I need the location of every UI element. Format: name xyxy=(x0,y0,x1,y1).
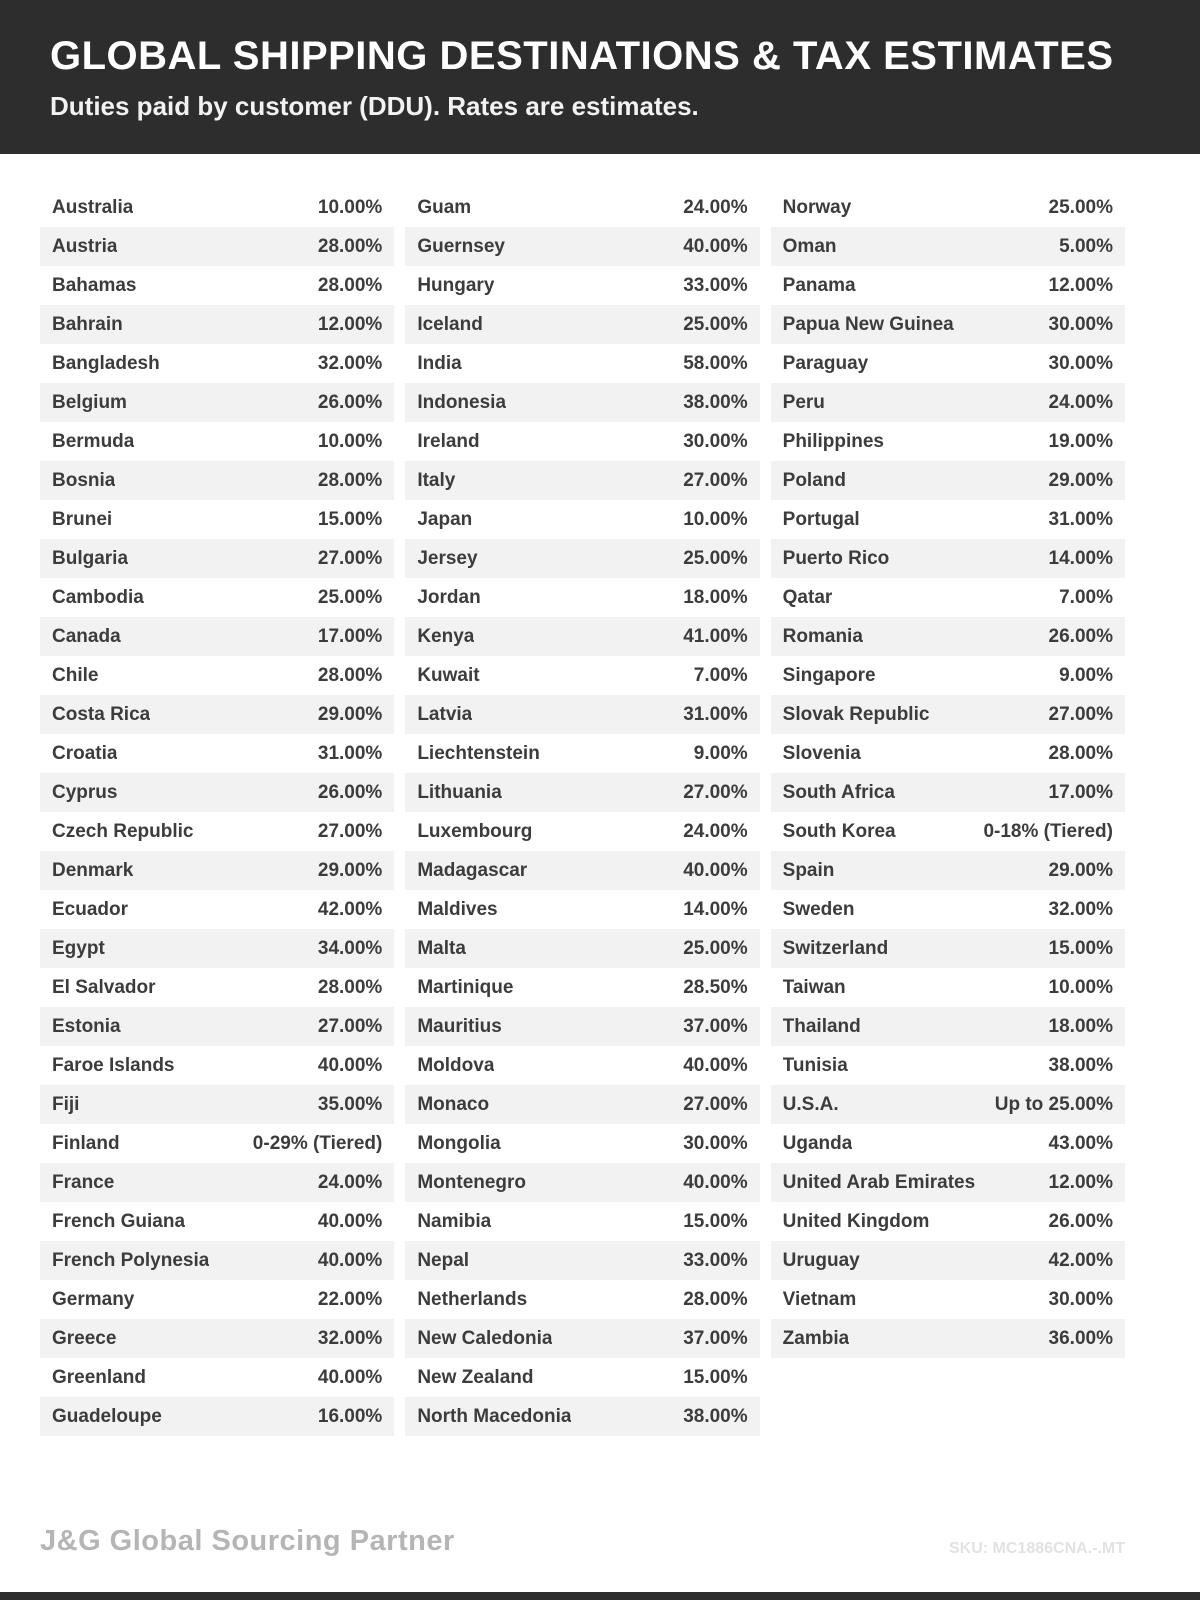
country-name: French Guiana xyxy=(52,1210,186,1232)
country-name: Moldova xyxy=(417,1054,495,1076)
country-name: Nepal xyxy=(417,1249,470,1271)
tax-rate: 19.00% xyxy=(1048,430,1113,452)
tax-rate: 9.00% xyxy=(1059,664,1113,686)
tax-rate: 12.00% xyxy=(1048,1171,1113,1193)
table-row xyxy=(771,1163,1125,1202)
country-name: Cambodia xyxy=(52,586,144,608)
table-row xyxy=(771,1319,1125,1358)
table-row xyxy=(405,851,759,890)
tax-rate: 17.00% xyxy=(1048,781,1113,803)
country-name: Denmark xyxy=(52,859,134,881)
table-row xyxy=(40,1319,394,1358)
tax-rate: 15.00% xyxy=(1048,937,1113,959)
country-name: Bulgaria xyxy=(52,547,129,569)
country-name: Papua New Guinea xyxy=(782,313,954,335)
country-name: Mauritius xyxy=(417,1015,502,1037)
table-row xyxy=(405,617,759,656)
tax-rate: 26.00% xyxy=(1048,1210,1113,1232)
page-title: GLOBAL SHIPPING DESTINATIONS & TAX ESTIMATES xyxy=(50,34,1114,78)
table-row xyxy=(40,656,394,695)
country-name: Guadeloupe xyxy=(52,1405,162,1427)
country-name: Lithuania xyxy=(417,781,502,803)
tax-rate: 32.00% xyxy=(317,352,383,374)
tax-rate: 30.00% xyxy=(1048,1288,1113,1310)
tax-rate: 25.00% xyxy=(683,937,748,959)
page-subtitle: Duties paid by customer (DDU). Rates are estimates. xyxy=(50,91,699,121)
table-row xyxy=(40,1163,394,1202)
rate-column xyxy=(771,188,1125,1358)
tax-rate: 28.00% xyxy=(1048,742,1113,764)
tax-rate: 38.00% xyxy=(683,1405,748,1427)
tax-rate: 27.00% xyxy=(1048,703,1113,725)
tax-rate: 30.00% xyxy=(1048,352,1113,374)
table-row xyxy=(771,1202,1125,1241)
table-row xyxy=(771,695,1125,734)
country-name: Netherlands xyxy=(417,1288,528,1310)
rate-column xyxy=(40,188,394,1436)
tax-rate: 5.00% xyxy=(1059,235,1113,257)
tax-rate: 24.00% xyxy=(683,820,748,842)
table-row xyxy=(405,461,759,500)
country-name: Egypt xyxy=(52,937,105,959)
table-row xyxy=(40,1202,394,1241)
table-row xyxy=(405,1280,759,1319)
tax-rate: 31.00% xyxy=(317,742,383,764)
country-name: Bahamas xyxy=(52,274,137,296)
table-row xyxy=(40,383,394,422)
table-row xyxy=(405,305,759,344)
tax-rate: 29.00% xyxy=(1048,469,1113,491)
country-name: Estonia xyxy=(52,1015,121,1037)
country-name: Qatar xyxy=(782,586,833,608)
table-row xyxy=(405,734,759,773)
tax-rate: 40.00% xyxy=(317,1249,383,1271)
country-name: Sweden xyxy=(782,898,855,920)
tax-rate: 37.00% xyxy=(683,1015,748,1037)
country-name: Zambia xyxy=(782,1327,850,1349)
tax-rate: 16.00% xyxy=(317,1405,383,1427)
country-name: Guernsey xyxy=(417,235,505,257)
table-row xyxy=(405,812,759,851)
tax-rate: 28.00% xyxy=(317,976,383,998)
table-row xyxy=(40,305,394,344)
country-name: Namibia xyxy=(417,1210,492,1232)
tax-rate: 25.00% xyxy=(683,313,748,335)
table-row xyxy=(405,578,759,617)
country-name: Greece xyxy=(52,1327,117,1349)
country-name: Greenland xyxy=(52,1366,146,1388)
tax-rate: 0-29% (Tiered) xyxy=(252,1132,383,1154)
rates-table xyxy=(0,154,1200,1436)
tax-rate: 40.00% xyxy=(683,859,748,881)
tax-rate: 34.00% xyxy=(317,937,383,959)
tax-rate: 9.00% xyxy=(693,742,748,764)
country-name: French Polynesia xyxy=(52,1249,210,1271)
country-name: Hungary xyxy=(417,274,495,296)
tax-rate: 27.00% xyxy=(317,1015,383,1037)
table-row xyxy=(771,1124,1125,1163)
tax-rate: 32.00% xyxy=(1048,898,1113,920)
table-row xyxy=(771,1280,1125,1319)
country-name: Canada xyxy=(52,625,121,647)
table-row xyxy=(405,773,759,812)
table-row xyxy=(40,890,394,929)
table-row xyxy=(40,968,394,1007)
table-row xyxy=(40,1241,394,1280)
tax-rate: 7.00% xyxy=(1059,586,1113,608)
table-row xyxy=(40,461,394,500)
table-row xyxy=(771,617,1125,656)
tax-rate: 0-18% (Tiered) xyxy=(983,820,1113,842)
tax-rate: 38.00% xyxy=(1048,1054,1113,1076)
country-name: Bosnia xyxy=(52,469,116,491)
table-row xyxy=(771,188,1125,227)
table-row xyxy=(771,539,1125,578)
tax-rate: 10.00% xyxy=(1048,976,1113,998)
table-row xyxy=(40,539,394,578)
tax-rate: 32.00% xyxy=(317,1327,383,1349)
tax-rate: 24.00% xyxy=(1048,391,1113,413)
country-name: Malta xyxy=(417,937,466,959)
country-name: Bahrain xyxy=(52,313,123,335)
table-row xyxy=(405,227,759,266)
tax-rate: 30.00% xyxy=(683,430,748,452)
country-name: Croatia xyxy=(52,742,118,764)
country-name: Switzerland xyxy=(782,937,889,959)
country-name: New Caledonia xyxy=(417,1327,553,1349)
header-banner xyxy=(0,0,1200,154)
table-row xyxy=(405,1319,759,1358)
tax-rate: 10.00% xyxy=(317,196,383,218)
country-name: Finland xyxy=(52,1132,120,1154)
table-row xyxy=(40,695,394,734)
country-name: Puerto Rico xyxy=(782,547,890,569)
tax-rate: 18.00% xyxy=(683,586,748,608)
tax-rate: 17.00% xyxy=(317,625,383,647)
tax-rate: 26.00% xyxy=(317,781,383,803)
country-name: Slovak Republic xyxy=(782,703,930,725)
country-name: Paraguay xyxy=(782,352,869,374)
tax-rate: 40.00% xyxy=(317,1210,383,1232)
tax-rate: 40.00% xyxy=(683,1171,748,1193)
country-name: Tunisia xyxy=(782,1054,848,1076)
country-name: Brunei xyxy=(52,508,113,530)
country-name: Montenegro xyxy=(417,1171,527,1193)
table-row xyxy=(405,1085,759,1124)
country-name: Austria xyxy=(52,235,118,257)
tax-rate: 30.00% xyxy=(683,1132,748,1154)
table-row xyxy=(40,851,394,890)
table-row xyxy=(40,1046,394,1085)
tax-rate: 25.00% xyxy=(1048,196,1113,218)
table-row xyxy=(771,890,1125,929)
tax-rate: 27.00% xyxy=(683,781,748,803)
country-name: Ecuador xyxy=(52,898,129,920)
table-row xyxy=(771,1007,1125,1046)
tax-rate: 28.00% xyxy=(317,664,383,686)
table-row xyxy=(405,1358,759,1397)
table-row xyxy=(771,305,1125,344)
tax-rate: 41.00% xyxy=(683,625,748,647)
tax-rate: 40.00% xyxy=(317,1366,383,1388)
country-name: Vietnam xyxy=(782,1288,857,1310)
tax-rate: 30.00% xyxy=(1048,313,1113,335)
country-name: Poland xyxy=(782,469,846,491)
table-row xyxy=(771,968,1125,1007)
tax-rate: 24.00% xyxy=(683,196,748,218)
table-row xyxy=(405,1046,759,1085)
tax-rate: 31.00% xyxy=(683,703,748,725)
tax-rate: 27.00% xyxy=(317,820,383,842)
country-name: Kenya xyxy=(417,625,475,647)
tax-rate: 36.00% xyxy=(1048,1327,1113,1349)
table-row xyxy=(40,617,394,656)
country-name: Iceland xyxy=(417,313,483,335)
tax-rate: 29.00% xyxy=(317,859,383,881)
country-name: Jersey xyxy=(417,547,478,569)
tax-rate: 10.00% xyxy=(317,430,383,452)
country-name: Faroe Islands xyxy=(52,1054,175,1076)
table-row xyxy=(405,1397,759,1436)
table-row xyxy=(771,422,1125,461)
tax-rate: 26.00% xyxy=(317,391,383,413)
table-row xyxy=(405,968,759,1007)
tax-rate: 15.00% xyxy=(683,1366,748,1388)
table-row xyxy=(405,422,759,461)
tax-rate: 12.00% xyxy=(317,313,383,335)
country-name: Indonesia xyxy=(417,391,507,413)
tax-rate: 15.00% xyxy=(317,508,383,530)
country-name: Spain xyxy=(782,859,835,881)
table-row xyxy=(771,812,1125,851)
table-row xyxy=(771,461,1125,500)
table-row xyxy=(405,383,759,422)
table-row xyxy=(405,344,759,383)
table-row xyxy=(405,929,759,968)
table-row xyxy=(771,500,1125,539)
table-row xyxy=(405,1124,759,1163)
tax-rate: 29.00% xyxy=(1048,859,1113,881)
table-row xyxy=(40,578,394,617)
table-row xyxy=(40,1280,394,1319)
table-row xyxy=(405,188,759,227)
tax-rate: 37.00% xyxy=(683,1327,748,1349)
country-name: Portugal xyxy=(782,508,860,530)
table-row xyxy=(405,500,759,539)
tax-rate: 18.00% xyxy=(1048,1015,1113,1037)
tax-rate: 28.00% xyxy=(317,274,383,296)
tax-rate: 35.00% xyxy=(317,1093,383,1115)
tax-rate: 24.00% xyxy=(317,1171,383,1193)
country-name: Jordan xyxy=(417,586,481,608)
country-name: Costa Rica xyxy=(52,703,151,725)
table-row xyxy=(771,851,1125,890)
tax-rate: 29.00% xyxy=(317,703,383,725)
country-name: South Africa xyxy=(782,781,895,803)
tax-rate: 33.00% xyxy=(683,274,748,296)
table-row xyxy=(771,383,1125,422)
bottom-accent-bar xyxy=(0,1592,1200,1600)
country-name: Monaco xyxy=(417,1093,490,1115)
tax-rate: Up to 25.00% xyxy=(994,1093,1113,1115)
table-row xyxy=(40,1085,394,1124)
country-name: Bermuda xyxy=(52,430,135,452)
country-name: Fiji xyxy=(52,1093,80,1115)
tax-rate: 40.00% xyxy=(317,1054,383,1076)
country-name: Singapore xyxy=(782,664,876,686)
tax-rate: 22.00% xyxy=(317,1288,383,1310)
country-name: Guam xyxy=(417,196,472,218)
tax-rate: 7.00% xyxy=(693,664,748,686)
table-row xyxy=(40,1124,394,1163)
country-name: New Zealand xyxy=(417,1366,534,1388)
country-name: Latvia xyxy=(417,703,473,725)
table-row xyxy=(771,773,1125,812)
country-name: Mongolia xyxy=(417,1132,501,1154)
tax-rate: 28.00% xyxy=(317,235,383,257)
tax-rate: 26.00% xyxy=(1048,625,1113,647)
table-row xyxy=(771,344,1125,383)
table-row xyxy=(405,695,759,734)
tax-rate: 25.00% xyxy=(317,586,383,608)
table-row xyxy=(40,1358,394,1397)
tax-rate: 14.00% xyxy=(1048,547,1113,569)
table-row xyxy=(40,266,394,305)
country-name: North Macedonia xyxy=(417,1405,572,1427)
country-name: Madagascar xyxy=(417,859,528,881)
table-row xyxy=(771,1241,1125,1280)
country-name: Slovenia xyxy=(782,742,861,764)
tax-rate: 40.00% xyxy=(683,1054,748,1076)
table-row xyxy=(40,1007,394,1046)
table-row xyxy=(405,1241,759,1280)
tax-rate: 28.00% xyxy=(317,469,383,491)
country-name: Kuwait xyxy=(417,664,480,686)
tax-rate: 33.00% xyxy=(683,1249,748,1271)
tax-rate: 14.00% xyxy=(683,898,748,920)
country-name: Ireland xyxy=(417,430,480,452)
country-name: Czech Republic xyxy=(52,820,194,842)
country-name: United Arab Emirates xyxy=(782,1171,976,1193)
tax-rate: 27.00% xyxy=(683,1093,748,1115)
table-row xyxy=(405,1163,759,1202)
table-row xyxy=(771,1085,1125,1124)
table-row xyxy=(405,539,759,578)
country-name: Taiwan xyxy=(782,976,846,998)
rate-column xyxy=(405,188,759,1436)
tax-rate: 10.00% xyxy=(683,508,748,530)
table-row xyxy=(771,929,1125,968)
tax-rate: 27.00% xyxy=(317,547,383,569)
tax-rate: 27.00% xyxy=(683,469,748,491)
table-row xyxy=(40,812,394,851)
brand-name: J&G Global Sourcing Partner xyxy=(40,1525,455,1557)
tax-rate: 42.00% xyxy=(317,898,383,920)
tax-rate: 31.00% xyxy=(1048,508,1113,530)
country-name: Uganda xyxy=(782,1132,853,1154)
tax-rate: 12.00% xyxy=(1048,274,1113,296)
table-row xyxy=(40,773,394,812)
table-row xyxy=(40,734,394,773)
country-name: South Korea xyxy=(782,820,896,842)
country-name: Thailand xyxy=(782,1015,861,1037)
footer xyxy=(40,1525,1125,1558)
tax-rate: 28.00% xyxy=(683,1288,748,1310)
country-name: Philippines xyxy=(782,430,885,452)
country-name: Norway xyxy=(782,196,852,218)
table-row xyxy=(40,188,394,227)
country-name: Germany xyxy=(52,1288,135,1310)
table-row xyxy=(771,734,1125,773)
table-row xyxy=(40,344,394,383)
country-name: U.S.A. xyxy=(782,1093,839,1115)
table-row xyxy=(405,890,759,929)
country-name: Australia xyxy=(52,196,134,218)
tax-rate: 43.00% xyxy=(1048,1132,1113,1154)
table-row xyxy=(40,227,394,266)
table-row xyxy=(40,929,394,968)
country-name: Japan xyxy=(417,508,473,530)
country-name: Romania xyxy=(782,625,863,647)
country-name: Panama xyxy=(782,274,856,296)
table-row xyxy=(771,578,1125,617)
country-name: United Kingdom xyxy=(782,1210,930,1232)
country-name: Liechtenstein xyxy=(417,742,540,764)
country-name: Cyprus xyxy=(52,781,118,803)
tax-rate: 15.00% xyxy=(683,1210,748,1232)
table-row xyxy=(40,500,394,539)
tax-rate: 58.00% xyxy=(683,352,748,374)
table-row xyxy=(771,227,1125,266)
country-name: France xyxy=(52,1171,115,1193)
table-row xyxy=(405,656,759,695)
table-row xyxy=(40,422,394,461)
tax-rate: 40.00% xyxy=(683,235,748,257)
tax-rate: 25.00% xyxy=(683,547,748,569)
table-row xyxy=(771,656,1125,695)
table-row xyxy=(771,266,1125,305)
table-row xyxy=(771,1046,1125,1085)
table-row xyxy=(405,266,759,305)
tax-rate: 42.00% xyxy=(1048,1249,1113,1271)
country-name: Maldives xyxy=(417,898,498,920)
country-name: Peru xyxy=(782,391,825,413)
country-name: Luxembourg xyxy=(417,820,533,842)
country-name: Martinique xyxy=(417,976,514,998)
country-name: Oman xyxy=(782,235,837,257)
country-name: El Salvador xyxy=(52,976,156,998)
table-row xyxy=(40,1397,394,1436)
country-name: Italy xyxy=(417,469,456,491)
country-name: Chile xyxy=(52,664,99,686)
tax-rate: 38.00% xyxy=(683,391,748,413)
country-name: Belgium xyxy=(52,391,127,413)
country-name: Uruguay xyxy=(782,1249,860,1271)
table-row xyxy=(405,1007,759,1046)
tax-rate: 28.50% xyxy=(683,976,748,998)
country-name: Bangladesh xyxy=(52,352,160,374)
table-row xyxy=(405,1202,759,1241)
sku-label: SKU: MC1886CNA.-.MT xyxy=(948,1540,1125,1557)
country-name: India xyxy=(417,352,462,374)
